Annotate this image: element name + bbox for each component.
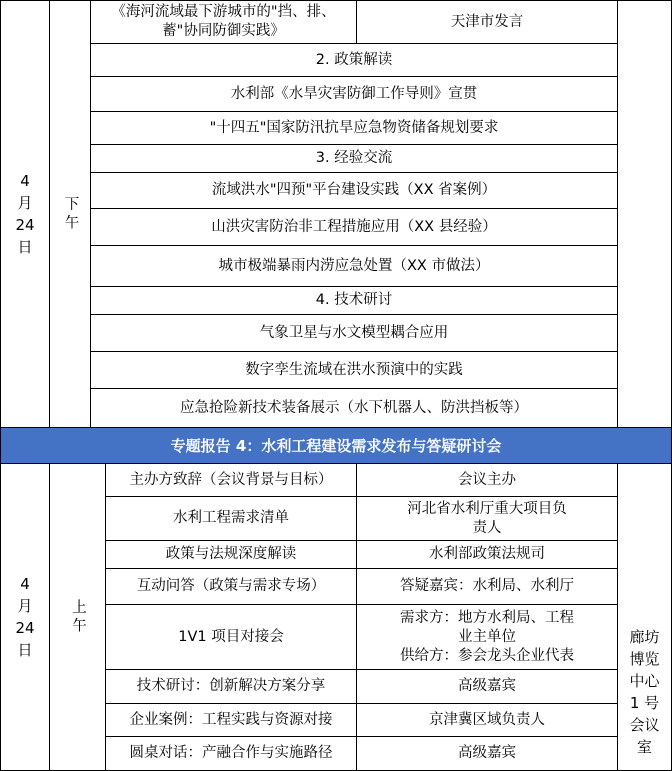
date-line: 24 <box>15 216 35 234</box>
period-label: 下午 <box>62 195 79 233</box>
agenda-item: 1V1 项目对接会 <box>105 604 357 670</box>
venue-line: 博览 <box>629 650 660 668</box>
agenda-item: "十四五"国家防汛抗旱应急物资储备规划要求 <box>90 111 618 145</box>
period-cell-morning <box>49 463 106 771</box>
agenda-item: 城市极端暴雨内涝应急处置（XX 市做法） <box>90 245 618 287</box>
venue-line: 会议 <box>629 716 660 734</box>
agenda-item-section: 4. 技术研讨 <box>90 286 618 315</box>
agenda-item: 应急抢险新技术装备展示（水下机器人、防洪挡板等） <box>90 388 618 428</box>
speaker-cell: 水利部政策法规司 <box>356 540 618 569</box>
venue-cell-morning <box>617 463 672 771</box>
speaker-cell: 天津市发言 <box>356 0 618 44</box>
date-cell-morning <box>0 463 50 771</box>
agenda-item: 水利工程需求清单 <box>105 496 357 541</box>
speaker-cell: 需求方：地方水利局、工程 业主单位 供给方：参会龙头企业代表 <box>356 604 618 670</box>
agenda-item: 山洪灾害防治非工程措施应用（XX 县经验） <box>90 208 618 246</box>
date-line: 日 <box>17 238 33 256</box>
period-cell-afternoon <box>49 0 91 428</box>
agenda-item: 圆桌对话：产融合作与实施路径 <box>105 736 357 771</box>
date-line: 4 <box>20 172 30 190</box>
agenda-item-section: 2. 政策解读 <box>90 43 618 77</box>
agenda-item: 技术研讨：创新解决方案分享 <box>105 669 357 704</box>
venue-line: 中心 <box>629 672 660 690</box>
section-banner: 专题报告 4：水利工程建设需求发布与答疑研讨会 <box>0 427 672 464</box>
date-cell-afternoon <box>0 0 50 428</box>
speaker-cell: 京津冀区域负责人 <box>356 703 618 737</box>
speaker-cell: 答疑嘉宾：水利局、水利厅 <box>356 568 618 605</box>
agenda-item: 气象卫星与水文模型耦合应用 <box>90 314 618 352</box>
venue-line: 廊坊 <box>629 628 660 646</box>
date-line: 日 <box>17 641 33 659</box>
speaker-cell: 河北省水利厅重大项目负 责人 <box>356 496 618 541</box>
agenda-item: 政策与法规深度解读 <box>105 540 357 569</box>
date-line: 4 <box>20 575 30 593</box>
speaker-cell: 会议主办 <box>356 463 618 497</box>
agenda-item-section: 3. 经验交流 <box>90 144 618 173</box>
agenda-item: 《海河流域最下游城市的"挡、排、蓄"协同防御实践》 <box>90 0 357 44</box>
venue-line: 1 号 <box>629 694 660 712</box>
agenda-item: 数字孪生流域在洪水预演中的实践 <box>90 351 618 389</box>
agenda-item: 水利部《水旱灾害防御工作导则》宣贯 <box>90 76 618 112</box>
agenda-item: 流域洪水"四预"平台建设实践（XX 省案例） <box>90 172 618 209</box>
speaker-cell: 高级嘉宾 <box>356 669 618 704</box>
date-line: 24 <box>15 619 35 637</box>
venue-line: 室 <box>636 738 652 756</box>
date-line: 月 <box>17 597 33 615</box>
period-label: 上午 <box>70 598 86 636</box>
speaker-cell: 高级嘉宾 <box>356 736 618 771</box>
agenda-item: 企业案例：工程实践与资源对接 <box>105 703 357 737</box>
date-line: 月 <box>17 194 33 212</box>
agenda-item: 主办方致辞（会议背景与目标） <box>105 463 357 497</box>
agenda-item: 互动问答（政策与需求专场） <box>105 568 357 605</box>
venue-cell-afternoon <box>617 0 672 428</box>
